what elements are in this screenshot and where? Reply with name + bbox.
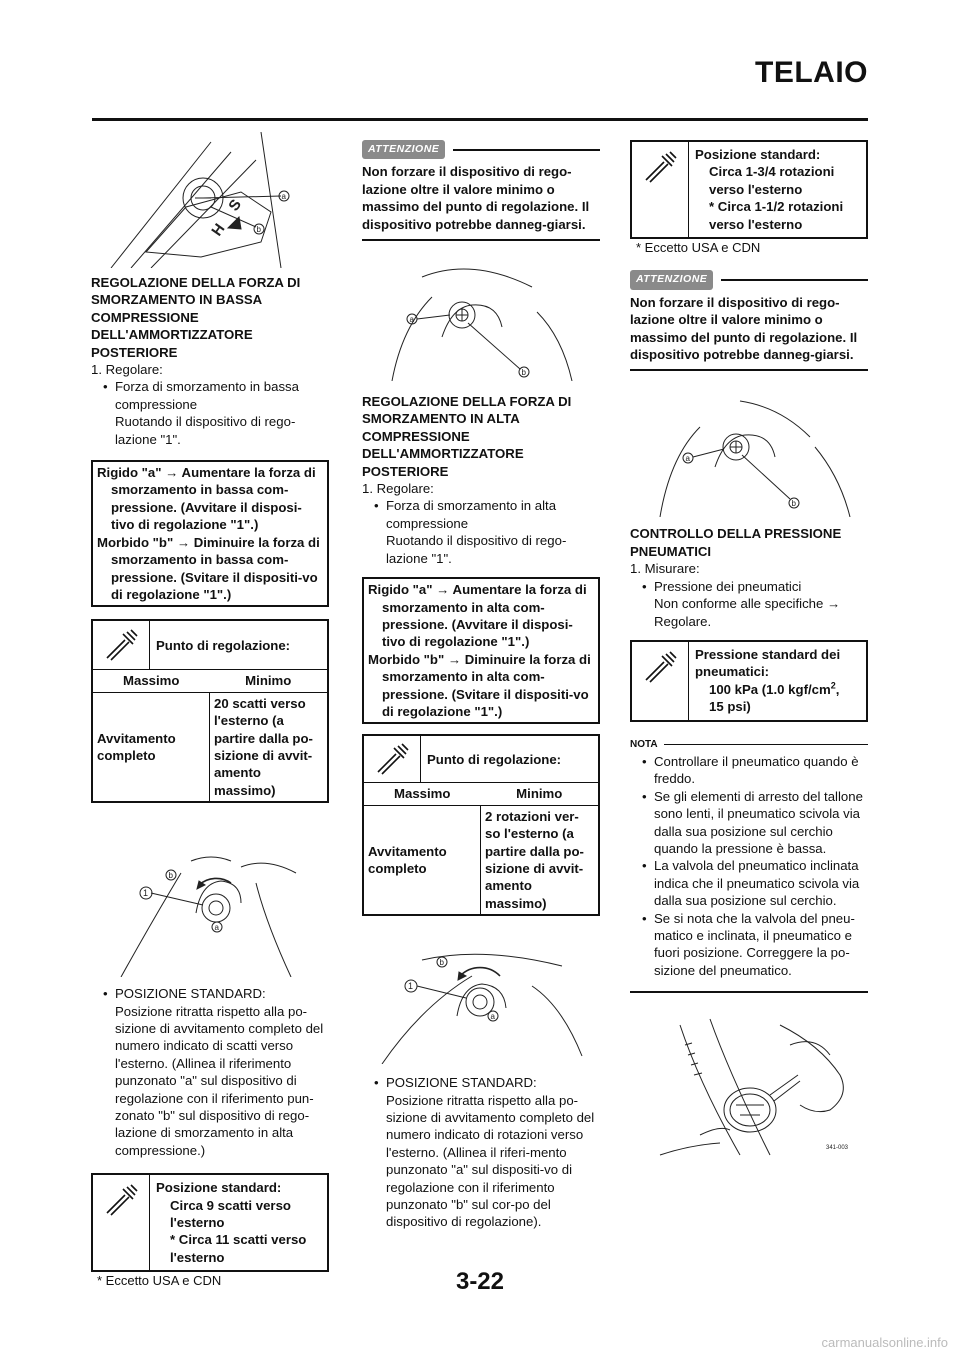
page-title: TELAIO [755,56,868,89]
section-heading: REGOLAZIONE DELLA FORZA DI SMORZAMENTO IN BASSA COMPRESSIONE DELL'AMMORTIZZATORE POSTERIORE [91,275,301,360]
figure-high-comp-adjuster [362,257,600,381]
note-item: • Controllare il pneumatico quando è freddo. [630,753,868,788]
header-rule [92,118,868,121]
adjust-direction-box [362,577,600,724]
section-heading: CONTROLLO DELLA PRESSIONE PNEUMATICI [630,526,842,559]
column-3 [630,140,868,1165]
figure-low-comp-knob [91,853,329,977]
column-header: Minimo [210,670,328,692]
figure-high-comp-knob [362,946,600,1064]
box-line: Rigido "a" → Aumentare la forza di smorzamento in alta com-pressione. (Avvitare il disposi-tivo di regolazione "1".) [368,582,587,650]
column-header: Massimo [364,783,481,805]
adjust-point-table [91,619,329,803]
warning-block [362,140,600,241]
standard-position-box [91,1173,329,1272]
box-line: Rigido "a" → Aumentare la forza di smorzamento in bassa com-pressione. (Avvitare il disposi-tivo di regolazione "1".) [97,465,316,533]
column-header: Minimo [481,783,599,805]
svg-text:1: 1 [408,981,414,992]
sub-text: Non conforme alle specifiche → [654,596,841,612]
table-cell: Avvitamento completo [97,730,176,763]
spec-value: Circa 1-3/4 rotazioni verso l'esterno [709,164,835,197]
sub-text: Posizione ritratta rispetto alla po-sizione di avvitamento completo del numero indicato di rotazioni verso l'esterno. (Allinea il riferi-mento punzonato "a" sul dispositi-vo di regolazione con il riferimento punzonato "b" sul cor-po del dispositivo di regolazione). [386,1092,595,1230]
note-label: NOTA [630,738,658,750]
spec-value: 100 kPa (1.0 kgf/$cm^2$, [709,680,840,697]
bullet-item: • Pressione dei pneumatici [630,578,868,595]
column-1 [91,132,329,1290]
spec-value: * Circa 1-1/2 rotazioni verso l'esterno [709,199,844,232]
warning-badge: ATTENZIONE [630,270,713,289]
note-item: • La valvola del pneumatico inclinata indica che il pneumatico scivola via dalla sua posizione sul cerchio. [630,857,868,909]
bullet-item: • Forza di smorzamento in bassa compressione [91,378,329,413]
svg-text:b: b [168,871,173,881]
table-cell: 2 rotazioni ver-so l'esterno (a partire dalla po-sizione di avvit-amento massimo) [481,805,599,914]
warning-text: Non forzare il dispositivo di rego-lazione oltre il valore minimo o massimo del punto di regolazione. Il dispositivo potrebbe danneg-giarsi. [362,159,600,241]
bullet-item: • POSIZIONE STANDARD: [362,1074,600,1091]
figure-tire-gauge [630,1015,868,1165]
column-2 [362,140,600,1231]
warning-badge: ATTENZIONE [362,140,445,159]
footnote: * Eccetto USA e CDN [636,240,761,256]
svg-text:a: a [409,315,414,325]
wrench-icon [632,642,689,720]
box-line: Morbido "b" → Diminuire la forza di smorzamento in alta com-pressione. (Svitare il dispositi-vo di regolazione "1".) [368,651,591,719]
figure-high-comp-adjuster-2 [630,387,868,517]
wrench-icon [632,142,689,237]
footnote: * Eccetto USA e CDN [97,1273,222,1289]
svg-text:S: S [225,196,246,215]
table-cell: 20 scatti verso l'esterno (a partire dalla po-sizione di avvit-amento massimo) [210,692,328,801]
sub-text: Posizione ritratta rispetto alla po-sizione di avvitamento completo del numero indicato di scatti verso l'esterno. (Allinea il riferimento punzonato "a" sul dispositivo di regolazione con il riferimento pun-zonato "b" sul dispositivo di rego-lazione di smorzamento in alta compressione.) [115,1003,324,1158]
sub-text: Ruotando il dispositivo di rego-lazione "1". [115,414,296,447]
svg-text:a: a [490,1012,495,1022]
wrench-icon [93,1175,150,1270]
svg-text:341-003: 341-003 [826,1145,849,1152]
watermark: carmanualsonline.info [821,1335,948,1350]
step-label: 1. Regolare: [362,481,434,497]
step-label: 1. Misurare: [630,561,700,577]
warning-block [630,270,868,371]
spec-title: Pressione standard dei pneumatici: [695,646,841,680]
svg-text:a: a [685,454,690,464]
spec-value: * Circa 11 scatti verso l'esterno [170,1232,307,1265]
svg-text:b: b [521,368,526,378]
svg-text:a: a [214,923,219,933]
standard-position-box [630,140,868,239]
warning-text: Non forzare il dispositivo di rego-lazione oltre il valore minimo o massimo del punto di regolazione. Il dispositivo potrebbe danneg-giarsi. [630,290,868,372]
wrench-icon [364,736,421,782]
svg-text:b: b [791,499,796,509]
table-title: Punto di regolazione: [427,751,562,767]
page-number: 3-22 [455,1268,505,1295]
sub-text: Regolare. [654,613,712,629]
section-heading: REGOLAZIONE DELLA FORZA DI SMORZAMENTO IN ALTA COMPRESSIONE DELL'AMMORTIZZATORE POSTERIORE [362,394,572,479]
spec-title: Posizione standard: [695,147,821,162]
sub-text: Ruotando il dispositivo di rego-lazione "1". [386,533,567,566]
spec-value: Circa 9 scatti verso l'esterno [170,1197,291,1231]
svg-text:a: a [281,192,286,201]
svg-text:b: b [256,225,261,234]
bullet-item: • Forza di smorzamento in alta compressione [362,497,600,532]
svg-text:1: 1 [143,888,149,899]
note-block [630,736,868,994]
svg-text:H: H [208,220,229,240]
note-item: • Se gli elementi di arresto del tallone sono lenti, il pneumatico scivola via dalla sua posizione sul cerchio quando la pressione è bassa. [630,788,868,858]
table-cell: Avvitamento completo [368,843,447,876]
spec-title: Posizione standard: [156,1180,282,1196]
box-line: Morbido "b" → Diminuire la forza di smorzamento in bassa com-pressione. (Svitare il dispositi-vo di regolazione "1".) [97,534,320,602]
step-label: 1. Regolare: [91,362,163,378]
spec-value: 15 psi) [709,699,751,715]
column-header: Massimo [93,670,210,692]
note-item: • Se si nota che la valvola del pneu-matico e inclinata, il pneumatico e fuori posizione. Correggere la po-sizione del pneumatico. [630,910,868,980]
figure-low-comp-adjuster [91,132,329,268]
tire-pressure-box [630,640,868,722]
wrench-icon [93,621,150,669]
svg-text:b: b [439,958,444,968]
adjust-direction-box [91,460,329,607]
bullet-item: • POSIZIONE STANDARD: [91,985,329,1002]
table-title: Punto di regolazione: [156,637,291,653]
adjust-point-table [362,734,600,916]
